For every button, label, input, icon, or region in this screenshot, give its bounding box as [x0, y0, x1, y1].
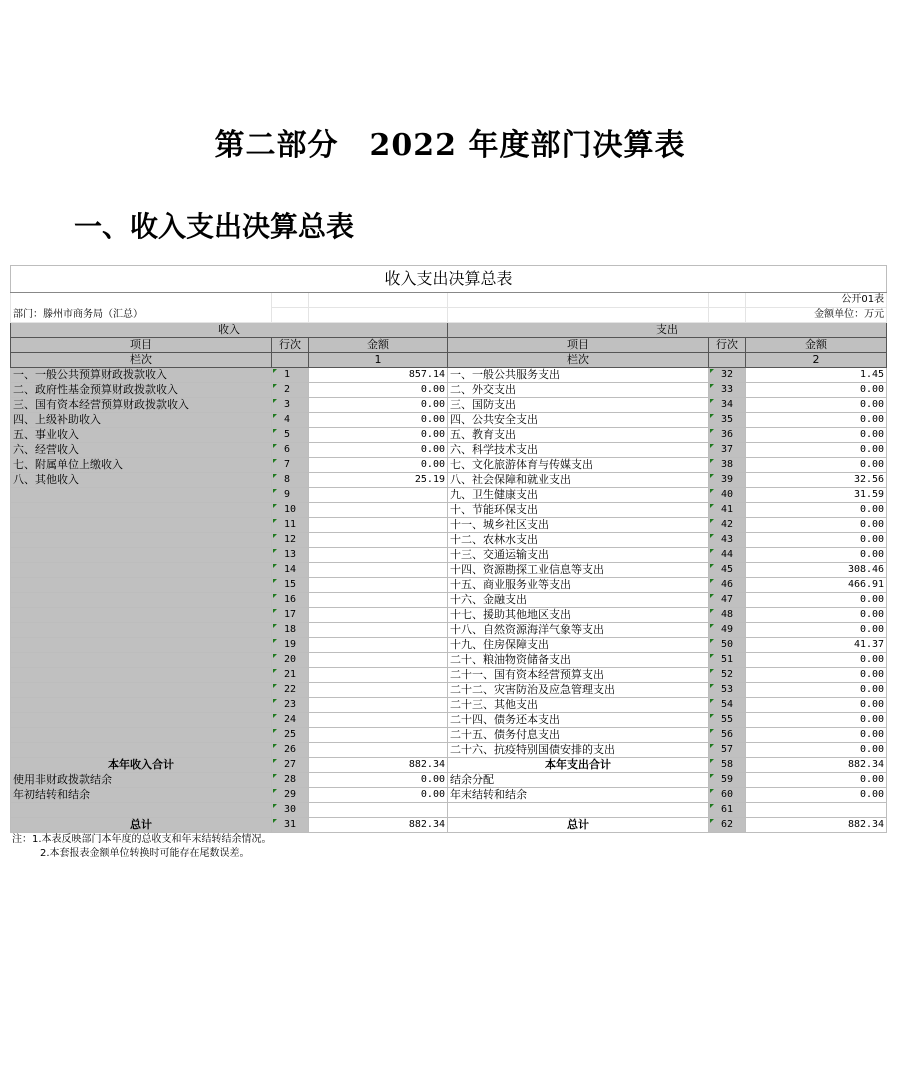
- income-item: [11, 488, 272, 503]
- expense-amount-header: 金额: [746, 338, 887, 353]
- income-item: [11, 653, 272, 668]
- table-row: [11, 818, 887, 833]
- income-line-no: 1: [272, 368, 309, 383]
- expense-item: 本年支出合计: [448, 758, 709, 773]
- income-item: 使用非财政拨款结余: [11, 773, 272, 788]
- income-item: [11, 503, 272, 518]
- expense-amount: 0.00: [746, 698, 887, 713]
- table-row: [11, 773, 887, 788]
- expense-item: 二十、粮油物资储备支出: [448, 653, 709, 668]
- expense-item: 二十六、抗疫特别国债安排的支出: [448, 743, 709, 758]
- expense-line-no: 58: [709, 758, 746, 773]
- income-column-number: 1: [309, 353, 448, 368]
- expense-line-no: 57: [709, 743, 746, 758]
- expense-item: 十七、援助其他地区支出: [448, 608, 709, 623]
- table-row: [11, 743, 887, 758]
- income-item: [11, 623, 272, 638]
- income-line-no: 13: [272, 548, 309, 563]
- unit-label: 金额单位：万元: [746, 308, 887, 323]
- expense-item: 十一、城乡社区支出: [448, 518, 709, 533]
- expense-line-no: 51: [709, 653, 746, 668]
- expense-amount: 0.00: [746, 458, 887, 473]
- table-row: [11, 533, 887, 548]
- income-amount: [309, 488, 448, 503]
- expense-amount: 32.56: [746, 473, 887, 488]
- expense-amount: 0.00: [746, 743, 887, 758]
- income-line-no: 6: [272, 443, 309, 458]
- income-amount: [309, 578, 448, 593]
- expense-amount: 0.00: [746, 383, 887, 398]
- expense-item: 七、文化旅游体育与传媒支出: [448, 458, 709, 473]
- table-row: [11, 488, 887, 503]
- expense-item: 十六、金融支出: [448, 593, 709, 608]
- expense-line-no: 62: [709, 818, 746, 833]
- income-item: [11, 533, 272, 548]
- expense-line-no: 47: [709, 593, 746, 608]
- expense-line-no: 59: [709, 773, 746, 788]
- department-label: 部门：滕州市商务局（汇总）: [11, 293, 272, 323]
- income-item: [11, 743, 272, 758]
- income-line-no: 4: [272, 413, 309, 428]
- expense-amount: 31.59: [746, 488, 887, 503]
- income-line-no: 23: [272, 698, 309, 713]
- table-row: [11, 503, 887, 518]
- summary-table: [10, 265, 887, 833]
- income-amount: [309, 698, 448, 713]
- expense-amount: 0.00: [746, 398, 887, 413]
- table-row: [11, 653, 887, 668]
- expense-item: 二十三、其他支出: [448, 698, 709, 713]
- expense-item: 八、社会保障和就业支出: [448, 473, 709, 488]
- expense-column-number: 2: [746, 353, 887, 368]
- expense-amount: 0.00: [746, 548, 887, 563]
- page-title: 第二部分 2022 年度部门决算表: [214, 128, 686, 163]
- expense-amount: 0.00: [746, 773, 887, 788]
- expense-item: 四、公共安全支出: [448, 413, 709, 428]
- expense-amount: 466.91: [746, 578, 887, 593]
- income-order-label: 栏次: [11, 353, 272, 368]
- income-item: [11, 698, 272, 713]
- income-item: 二、政府性基金预算财政拨款收入: [11, 383, 272, 398]
- income-header: 收入: [11, 323, 448, 338]
- table-row: [11, 683, 887, 698]
- income-amount: [309, 518, 448, 533]
- income-amount: 0.00: [309, 398, 448, 413]
- income-line-no: 19: [272, 638, 309, 653]
- expense-amount: 0.00: [746, 443, 887, 458]
- expense-item: 十、节能环保支出: [448, 503, 709, 518]
- income-item: [11, 668, 272, 683]
- income-line-no: 16: [272, 593, 309, 608]
- income-line-no: 25: [272, 728, 309, 743]
- income-item: [11, 713, 272, 728]
- table-row: [11, 608, 887, 623]
- income-item: [11, 593, 272, 608]
- expense-item: 十三、交通运输支出: [448, 548, 709, 563]
- income-item: [11, 518, 272, 533]
- income-line-no: 24: [272, 713, 309, 728]
- income-amount: [309, 713, 448, 728]
- expense-amount: 41.37: [746, 638, 887, 653]
- income-amount: [309, 743, 448, 758]
- income-amount: 882.34: [309, 758, 448, 773]
- income-amount: 0.00: [309, 383, 448, 398]
- expense-line-no: 34: [709, 398, 746, 413]
- income-amount: [309, 563, 448, 578]
- form-number: 公开01表: [746, 293, 887, 308]
- table-row: [11, 518, 887, 533]
- income-amount: [309, 668, 448, 683]
- budget-sheet: [10, 265, 886, 861]
- income-item: 六、经营收入: [11, 443, 272, 458]
- expense-line-no: 52: [709, 668, 746, 683]
- expense-amount: 0.00: [746, 593, 887, 608]
- income-amount: [309, 533, 448, 548]
- expense-line-no: 45: [709, 563, 746, 578]
- income-line-no: 15: [272, 578, 309, 593]
- expense-line-no: 43: [709, 533, 746, 548]
- expense-line-no: 60: [709, 788, 746, 803]
- expense-line-no: 36: [709, 428, 746, 443]
- expense-line-no: 44: [709, 548, 746, 563]
- expense-item: 十八、自然资源海洋气象等支出: [448, 623, 709, 638]
- income-amount: [309, 803, 448, 818]
- income-amount: [309, 653, 448, 668]
- income-line-no: 8: [272, 473, 309, 488]
- notes-table: [10, 833, 886, 861]
- income-line-header: 行次: [272, 338, 309, 353]
- income-line-no: 22: [272, 683, 309, 698]
- income-amount: [309, 683, 448, 698]
- expense-amount: 0.00: [746, 653, 887, 668]
- expense-amount: 0.00: [746, 608, 887, 623]
- income-amount: [309, 608, 448, 623]
- income-item: [11, 683, 272, 698]
- income-amount: [309, 548, 448, 563]
- expense-item: 五、教育支出: [448, 428, 709, 443]
- income-line-no: 27: [272, 758, 309, 773]
- income-amount: [309, 638, 448, 653]
- income-item: 三、国有资本经营预算财政拨款收入: [11, 398, 272, 413]
- table-row: [11, 758, 887, 773]
- expense-line-no: 33: [709, 383, 746, 398]
- income-amount: 0.00: [309, 428, 448, 443]
- income-amount: [309, 728, 448, 743]
- income-amount: 0.00: [309, 773, 448, 788]
- section-title: 一、收入支出决算总表: [74, 210, 355, 243]
- expense-line-no: 40: [709, 488, 746, 503]
- expense-amount: 882.34: [746, 818, 887, 833]
- expense-line-header: 行次: [709, 338, 746, 353]
- income-item: [11, 728, 272, 743]
- expense-line-no: 32: [709, 368, 746, 383]
- table-row: [11, 398, 887, 413]
- expense-item: 六、科学技术支出: [448, 443, 709, 458]
- expense-amount: 0.00: [746, 788, 887, 803]
- income-item: 年初结转和结余: [11, 788, 272, 803]
- income-amount: 0.00: [309, 458, 448, 473]
- expense-amount: [746, 803, 887, 818]
- table-caption: 收入支出决算总表: [11, 266, 887, 293]
- table-row: [11, 548, 887, 563]
- income-amount: 857.14: [309, 368, 448, 383]
- income-amount: [309, 503, 448, 518]
- income-amount-header: 金额: [309, 338, 448, 353]
- expense-line-no: 49: [709, 623, 746, 638]
- expense-item: 结余分配: [448, 773, 709, 788]
- income-line-no: 7: [272, 458, 309, 473]
- income-line-no: 14: [272, 563, 309, 578]
- income-item: [11, 608, 272, 623]
- table-row: [11, 593, 887, 608]
- income-line-no: 11: [272, 518, 309, 533]
- income-item: [11, 638, 272, 653]
- table-row: [11, 428, 887, 443]
- expense-amount: 0.00: [746, 668, 887, 683]
- expense-item: 二、外交支出: [448, 383, 709, 398]
- expense-item: 二十一、国有资本经营预算支出: [448, 668, 709, 683]
- income-amount: [309, 623, 448, 638]
- expense-amount: 0.00: [746, 503, 887, 518]
- income-line-no: 20: [272, 653, 309, 668]
- expense-line-no: 56: [709, 728, 746, 743]
- note-line-2: 2.本套报表金额单位转换时可能存在尾数误差。: [40, 848, 250, 859]
- expense-item: 三、国防支出: [448, 398, 709, 413]
- income-line-no: 10: [272, 503, 309, 518]
- income-item: [11, 578, 272, 593]
- expense-line-no: 48: [709, 608, 746, 623]
- expense-item: 二十五、债务付息支出: [448, 728, 709, 743]
- expense-amount: 0.00: [746, 683, 887, 698]
- table-row: [11, 698, 887, 713]
- expense-line-no: 50: [709, 638, 746, 653]
- income-line-no: 28: [272, 773, 309, 788]
- income-amount: 0.00: [309, 413, 448, 428]
- expense-header: 支出: [448, 323, 887, 338]
- income-line-no: 29: [272, 788, 309, 803]
- income-line-no: 30: [272, 803, 309, 818]
- table-row: [11, 413, 887, 428]
- table-row: [11, 623, 887, 638]
- table-row: [11, 368, 887, 383]
- expense-amount: 0.00: [746, 413, 887, 428]
- expense-item-header: 项目: [448, 338, 709, 353]
- expense-line-no: 55: [709, 713, 746, 728]
- expense-item: 一、一般公共服务支出: [448, 368, 709, 383]
- income-amount: 0.00: [309, 443, 448, 458]
- expense-amount: 308.46: [746, 563, 887, 578]
- expense-item: 二十四、债务还本支出: [448, 713, 709, 728]
- expense-item: 十四、资源勘探工业信息等支出: [448, 563, 709, 578]
- income-item-header: 项目: [11, 338, 272, 353]
- income-amount: 0.00: [309, 788, 448, 803]
- expense-amount: 1.45: [746, 368, 887, 383]
- expense-item: 总计: [448, 818, 709, 833]
- expense-amount: 0.00: [746, 428, 887, 443]
- income-line-no: 2: [272, 383, 309, 398]
- income-item: 总计: [11, 818, 272, 833]
- expense-line-no: 35: [709, 413, 746, 428]
- expense-line-no: 53: [709, 683, 746, 698]
- expense-amount: 882.34: [746, 758, 887, 773]
- expense-order-label: 栏次: [448, 353, 709, 368]
- expense-amount: 0.00: [746, 518, 887, 533]
- income-line-no: 9: [272, 488, 309, 503]
- income-item: [11, 563, 272, 578]
- income-amount: 882.34: [309, 818, 448, 833]
- expense-item: 年末结转和结余: [448, 788, 709, 803]
- income-item: 五、事业收入: [11, 428, 272, 443]
- expense-line-no: 41: [709, 503, 746, 518]
- table-row: [11, 383, 887, 398]
- table-row: [11, 458, 887, 473]
- income-line-no: 3: [272, 398, 309, 413]
- income-line-no: 21: [272, 668, 309, 683]
- expense-item: 十九、住房保障支出: [448, 638, 709, 653]
- expense-line-no: 37: [709, 443, 746, 458]
- income-line-no: 12: [272, 533, 309, 548]
- expense-item: 二十二、灾害防治及应急管理支出: [448, 683, 709, 698]
- income-item: 一、一般公共预算财政拨款收入: [11, 368, 272, 383]
- expense-item: 十二、农林水支出: [448, 533, 709, 548]
- expense-line-no: 54: [709, 698, 746, 713]
- expense-amount: 0.00: [746, 713, 887, 728]
- expense-item: 九、卫生健康支出: [448, 488, 709, 503]
- income-line-no: 31: [272, 818, 309, 833]
- expense-amount: 0.00: [746, 533, 887, 548]
- income-item: [11, 548, 272, 563]
- table-row: [11, 473, 887, 488]
- table-row: [11, 443, 887, 458]
- expense-line-no: 61: [709, 803, 746, 818]
- table-row: [11, 563, 887, 578]
- table-row: [11, 728, 887, 743]
- table-row: [11, 578, 887, 593]
- table-row: [11, 668, 887, 683]
- table-row: [11, 713, 887, 728]
- income-item: 本年收入合计: [11, 758, 272, 773]
- expense-line-no: 42: [709, 518, 746, 533]
- income-amount: 25.19: [309, 473, 448, 488]
- expense-item: 十五、商业服务业等支出: [448, 578, 709, 593]
- income-line-no: 17: [272, 608, 309, 623]
- table-row: [11, 803, 887, 818]
- income-line-no: 18: [272, 623, 309, 638]
- expense-item: [448, 803, 709, 818]
- income-item: 四、上级补助收入: [11, 413, 272, 428]
- expense-amount: 0.00: [746, 623, 887, 638]
- income-line-no: 26: [272, 743, 309, 758]
- table-row: [11, 638, 887, 653]
- income-item: 七、附属单位上缴收入: [11, 458, 272, 473]
- expense-amount: 0.00: [746, 728, 887, 743]
- expense-line-no: 38: [709, 458, 746, 473]
- income-item: 八、其他收入: [11, 473, 272, 488]
- expense-line-no: 46: [709, 578, 746, 593]
- income-item: [11, 803, 272, 818]
- note-line-1: 注：1.本表反映部门本年度的总收支和年末结转结余情况。: [12, 834, 272, 845]
- table-row: [11, 788, 887, 803]
- income-amount: [309, 593, 448, 608]
- expense-line-no: 39: [709, 473, 746, 488]
- income-line-no: 5: [272, 428, 309, 443]
